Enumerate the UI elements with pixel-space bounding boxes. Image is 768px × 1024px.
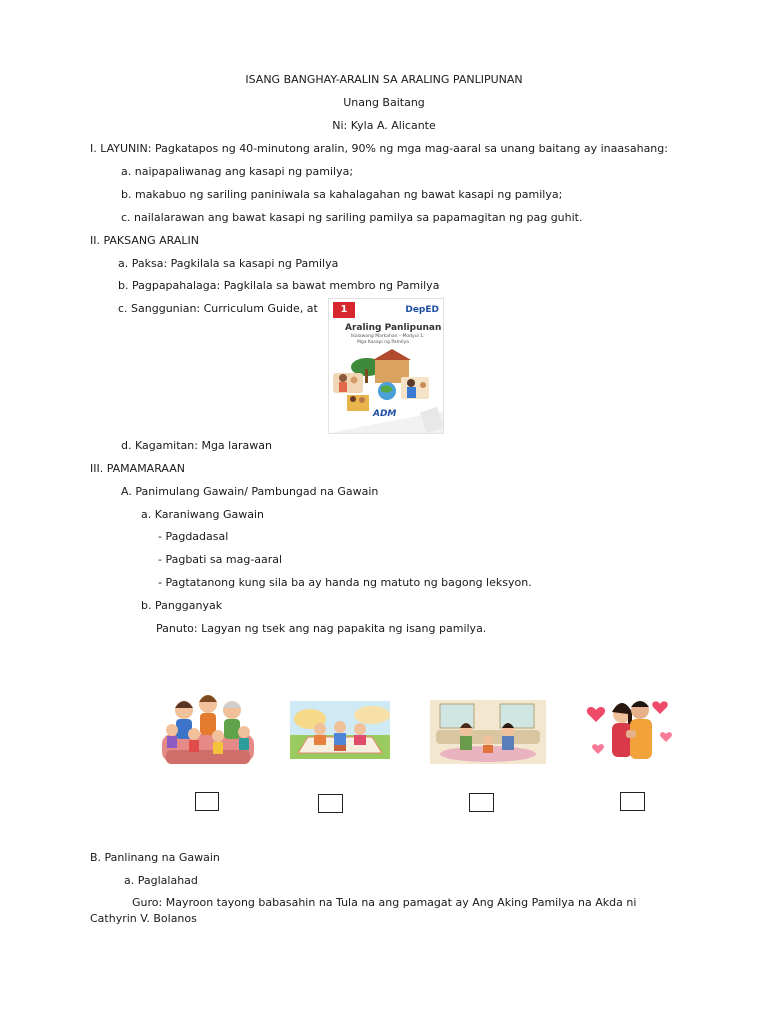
layunin-item-b: b. makabuo ng sariling paniniwala sa kahalagahan ng bawat kasapi ng pamilya; [121,188,563,201]
cover-subtitle-2: Mga Kasapi ng Pamilya [357,340,409,345]
karaniwang-gawain: a. Karaniwang Gawain [141,508,265,521]
pangganyak-heading: b. Pangganyak [141,599,223,612]
panimulang-gawain-heading: A. Panimulang Gawain/ Pambungad na Gawain [121,485,379,498]
family-sofa-picture [160,690,256,768]
document-title: ISANG BANGHAY-ARALIN SA ARALING PANLIPUNAN [245,73,523,86]
pagpapahalaga-line: b. Pagpapahalaga: Pagkilala sa bawat membro ng Pamilya [118,279,440,292]
checkbox-couple[interactable] [620,792,645,811]
grade-badge: 1 [333,302,355,318]
paglalahad-heading: a. Paglalahad [124,874,198,887]
checkbox-picnic[interactable] [318,794,343,813]
paksang-aralin-heading: II. PAKSANG ARALIN [90,234,199,247]
panlinang-heading: B. Panlinang na Gawain [90,851,220,864]
guro-line-2: Cathyrin V. Bolanos [90,912,197,925]
layunin-item-c: c. nailalarawan ang bawat kasapi ng sariling pamilya sa papamagitan ng pag guhit. [121,211,583,224]
cover-title: Araling Panlipunan [345,323,442,333]
module-cover-image [328,298,444,434]
layunin-item-a: a. naipapaliwanag ang kasapi ng pamilya; [121,165,354,178]
cover-illustration [329,347,443,433]
step-pagdadasal: - Pagdadasal [158,530,229,543]
checkbox-living-room[interactable] [469,793,494,812]
living-room-picture [430,700,546,764]
couple-hearts-picture [582,690,678,772]
pamamaraan-heading: III. PAMAMARAAN [90,462,185,475]
cover-subtitle-1: Ikalawang Markahan – Modyul 1: [351,334,425,339]
grade-level: Unang Baitang [343,96,425,109]
panuto-line: Panuto: Lagyan ng tsek ang nag papakita ng isang pamilya. [156,622,487,635]
checkbox-family-sofa[interactable] [195,792,219,811]
sanggunian-line: c. Sanggunian: Curriculum Guide, at [118,302,318,315]
deped-logo: DepED [405,305,439,315]
paksa-line: a. Paksa: Pagkilala sa kasapi ng Pamilya [118,257,339,270]
picnic-picture [290,701,390,759]
author-line: Ni: Kyla A. Alicante [332,119,436,132]
kagamitan-line: d. Kagamitan: Mga larawan [121,439,272,452]
guro-line-1: Guro: Mayroon tayong babasahin na Tula na ang pamagat ay Ang Aking Pamilya na Akda ni [132,896,637,909]
step-pagbati: - Pagbati sa mag-aaral [158,553,283,566]
layunin-heading: I. LAYUNIN: Pagkatapos ng 40-minutong aralin, 90% ng mga mag-aaral sa unang baitang ay inaasahang: [90,142,668,155]
adm-logo: ADM [373,409,397,419]
step-pagtatanong: - Pagtatanong kung sila ba ay handa ng matuto ng bagong leksyon. [158,576,532,589]
